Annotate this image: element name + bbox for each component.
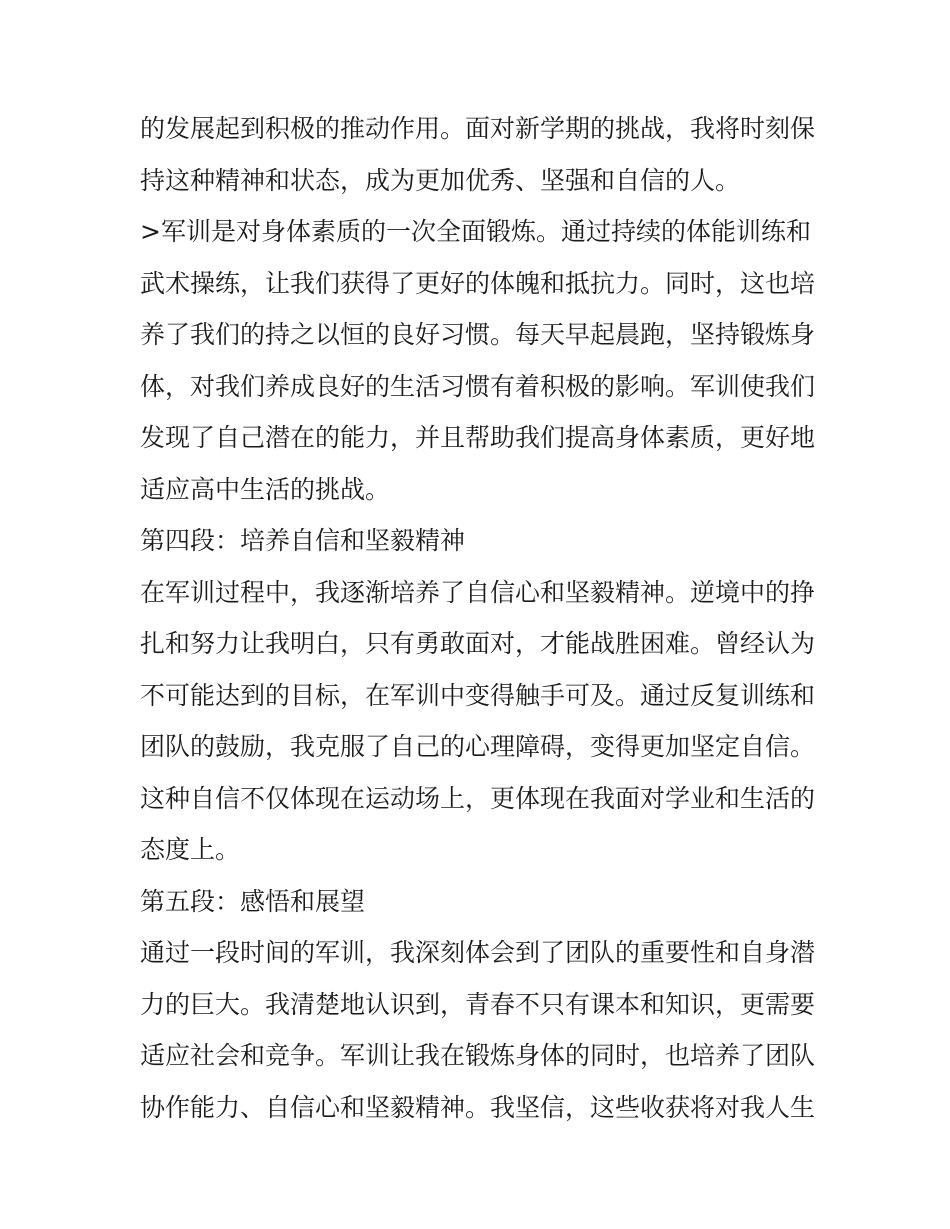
document-body	[140, 103, 820, 1133]
section-heading: 第四段：培养自信和坚毅精神	[140, 526, 466, 555]
paragraph-line: 通过一段时间的军训，我深刻体会到了团队的重要性和自身潜	[140, 938, 816, 967]
paragraph-line: 不可能达到的目标，在军训中变得触手可及。通过反复训练和	[140, 680, 816, 710]
paragraph-line: 武术操练，让我们获得了更好的体魄和抵抗力。同时，这也培	[140, 268, 816, 298]
paragraph-line: 扎和努力让我明白，只有勇敢面对，才能战胜困难。曾经认为	[140, 629, 816, 658]
paragraph-line: 适应高中生活的挑战。	[140, 474, 391, 504]
paragraph-line: 力的巨大。我清楚地认识到，青春不只有课本和知识，更需要	[140, 989, 816, 1019]
paragraph-line: 的发展起到积极的推动作用。面对新学期的挑战，我将时刻保	[140, 114, 816, 143]
paragraph-line: 协作能力、自信心和坚毅精神。我坚信，这些收获将对我人生	[140, 1092, 816, 1122]
paragraph-line: 团队的鼓励，我克服了自己的心理障碍，变得更加坚定自信。	[140, 732, 816, 761]
paragraph-line: 适应社会和竞争。军训让我在锻炼身体的同时，也培养了团队	[140, 1041, 816, 1070]
paragraph-line: 态度上。	[140, 835, 241, 864]
paragraph-line: 持这种精神和状态，成为更加优秀、坚强和自信的人。	[140, 165, 741, 195]
paragraph-line: 在军训过程中，我逐渐培养了自信心和坚毅精神。逆境中的挣	[140, 577, 816, 607]
paragraph-line: 发现了自己潜在的能力，并且帮助我们提高身体素质，更好地	[140, 423, 816, 452]
paragraph-line: 养了我们的持之以恒的良好习惯。每天早起晨跑，坚持锻炼身	[140, 320, 816, 349]
section-heading: 第五段：感悟和展望	[140, 886, 366, 916]
paragraph-line: 体，对我们养成良好的生活习惯有着积极的影响。军训使我们	[140, 371, 816, 401]
paragraph-line: >军训是对身体素质的一次全面锻炼。通过持续的体能训练和	[140, 217, 811, 246]
paragraph-line: 这种自信不仅体现在运动场上，更体现在我面对学业和生活的	[140, 783, 816, 813]
